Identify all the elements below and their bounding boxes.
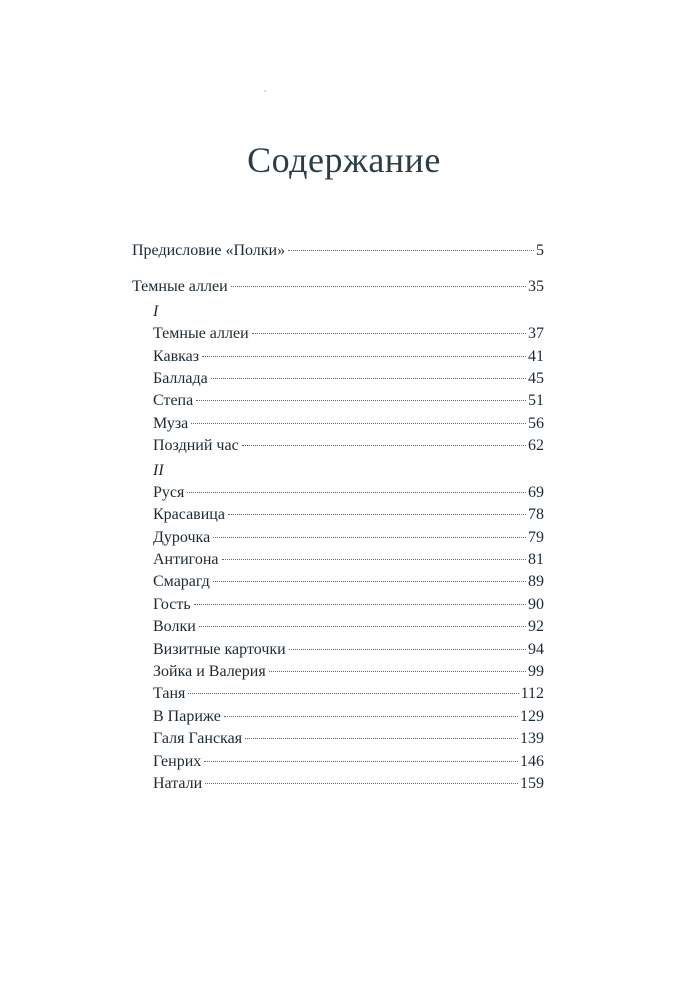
part-two-heading: II xyxy=(153,461,164,479)
toc-entry-page: 112 xyxy=(520,685,544,703)
toc-entry-page: 78 xyxy=(528,506,544,524)
toc-entry-label: Предисловие «Полки» xyxy=(132,242,286,259)
toc-entry-page: 99 xyxy=(528,663,544,681)
toc-entry[interactable] xyxy=(132,706,544,728)
toc-entry[interactable] xyxy=(132,435,544,457)
toc-entry-label: Зойка и Валерия xyxy=(153,663,266,681)
dot-leader xyxy=(196,400,526,401)
dot-leader xyxy=(224,716,518,717)
dot-leader xyxy=(213,537,526,538)
toc-entry-preface[interactable] xyxy=(132,240,544,262)
toc-entry[interactable] xyxy=(132,728,544,750)
toc-entry-label: Натали xyxy=(153,774,203,792)
toc-entry-label: Баллада xyxy=(153,369,208,387)
dot-leader xyxy=(269,671,526,672)
toc-entry-label: Темные аллеи xyxy=(132,278,228,296)
dot-leader xyxy=(191,423,526,424)
toc-entry[interactable] xyxy=(132,504,544,526)
toc-entry[interactable] xyxy=(132,683,544,705)
toc-entry-page: 146 xyxy=(520,752,544,770)
toc-entry-label: Визитные карточки xyxy=(153,640,286,658)
toc-entry[interactable] xyxy=(132,773,544,795)
toc-entry-label: Антигона xyxy=(153,551,219,569)
toc-entry-label: Темные аллеи xyxy=(153,325,249,343)
toc-entry-page: 89 xyxy=(528,573,544,591)
toc-entry[interactable] xyxy=(132,594,544,616)
toc-entry-page: 129 xyxy=(520,707,544,725)
dot-leader xyxy=(211,378,526,379)
toc-entry-label: В Париже xyxy=(153,707,221,725)
toc-entry[interactable] xyxy=(132,413,544,435)
toc-entry-page: 159 xyxy=(520,774,544,792)
toc-entry-label: Кавказ xyxy=(153,347,200,365)
toc-entry-label: Гость xyxy=(153,595,191,613)
toc-entry-page: 41 xyxy=(528,347,544,365)
dot-leader xyxy=(228,514,526,515)
dot-leader xyxy=(245,738,518,739)
print-speck xyxy=(264,90,266,92)
toc-entry-label: Волки xyxy=(153,618,196,636)
dot-leader xyxy=(288,250,534,251)
page-title: Содержание xyxy=(247,140,441,180)
part-two-list xyxy=(132,482,544,795)
dot-leader xyxy=(204,761,518,762)
toc-entry[interactable] xyxy=(132,390,544,412)
dot-leader xyxy=(205,783,518,784)
dot-leader xyxy=(213,581,526,582)
part-one-list xyxy=(132,323,544,457)
toc-entry-label: Руся xyxy=(153,483,185,501)
dot-leader xyxy=(231,286,526,287)
toc-entry-page: 92 xyxy=(528,618,544,636)
part-one-heading: I xyxy=(153,302,159,320)
dot-leader xyxy=(289,649,526,650)
dot-leader xyxy=(222,559,527,560)
toc-entry[interactable] xyxy=(132,482,544,504)
toc-entry-page: 90 xyxy=(528,595,544,613)
toc-entry[interactable] xyxy=(132,661,544,683)
toc-entry-page: 79 xyxy=(528,528,544,546)
toc-entry[interactable] xyxy=(132,323,544,345)
toc-entry-label: Таня xyxy=(153,685,186,703)
dot-leader xyxy=(187,492,526,493)
toc-entry[interactable] xyxy=(132,751,544,773)
dot-leader xyxy=(202,356,526,357)
toc-entry[interactable] xyxy=(132,346,544,368)
toc-entry-page: 62 xyxy=(528,437,544,455)
toc-entry-page: 37 xyxy=(528,325,544,343)
toc-entry[interactable] xyxy=(132,616,544,638)
toc-entry-label: Генрих xyxy=(153,752,202,770)
dot-leader xyxy=(199,626,526,627)
table-of-contents xyxy=(132,240,544,795)
toc-entry-page: 56 xyxy=(528,414,544,432)
dot-leader xyxy=(252,333,526,334)
dot-leader xyxy=(188,693,518,694)
toc-entry[interactable] xyxy=(132,527,544,549)
toc-entry-label: Красавица xyxy=(153,506,225,524)
toc-entry-label: Дурочка xyxy=(153,528,211,546)
dot-leader xyxy=(242,445,526,446)
toc-entry-page: 139 xyxy=(520,730,544,748)
toc-entry-page: 94 xyxy=(528,640,544,658)
toc-entry-page: 51 xyxy=(528,392,544,410)
toc-entry-label: Галя Ганская xyxy=(153,730,243,748)
dot-leader xyxy=(194,604,526,605)
toc-entry[interactable] xyxy=(132,549,544,571)
toc-entry-label: Степа xyxy=(153,392,194,410)
toc-entry-label: Смарагд xyxy=(153,573,210,591)
toc-entry[interactable] xyxy=(132,571,544,593)
toc-entry-label: Муза xyxy=(153,414,189,432)
toc-entry[interactable] xyxy=(132,639,544,661)
toc-entry-page: 45 xyxy=(528,369,544,387)
toc-entry-label: Поздний час xyxy=(153,437,239,455)
toc-entry[interactable] xyxy=(132,368,544,390)
toc-entry-page: 5 xyxy=(536,242,544,259)
toc-entry-collection[interactable] xyxy=(132,276,544,298)
toc-entry-page: 81 xyxy=(528,551,544,569)
toc-entry-page: 35 xyxy=(528,278,544,296)
toc-entry-page: 69 xyxy=(528,483,544,501)
